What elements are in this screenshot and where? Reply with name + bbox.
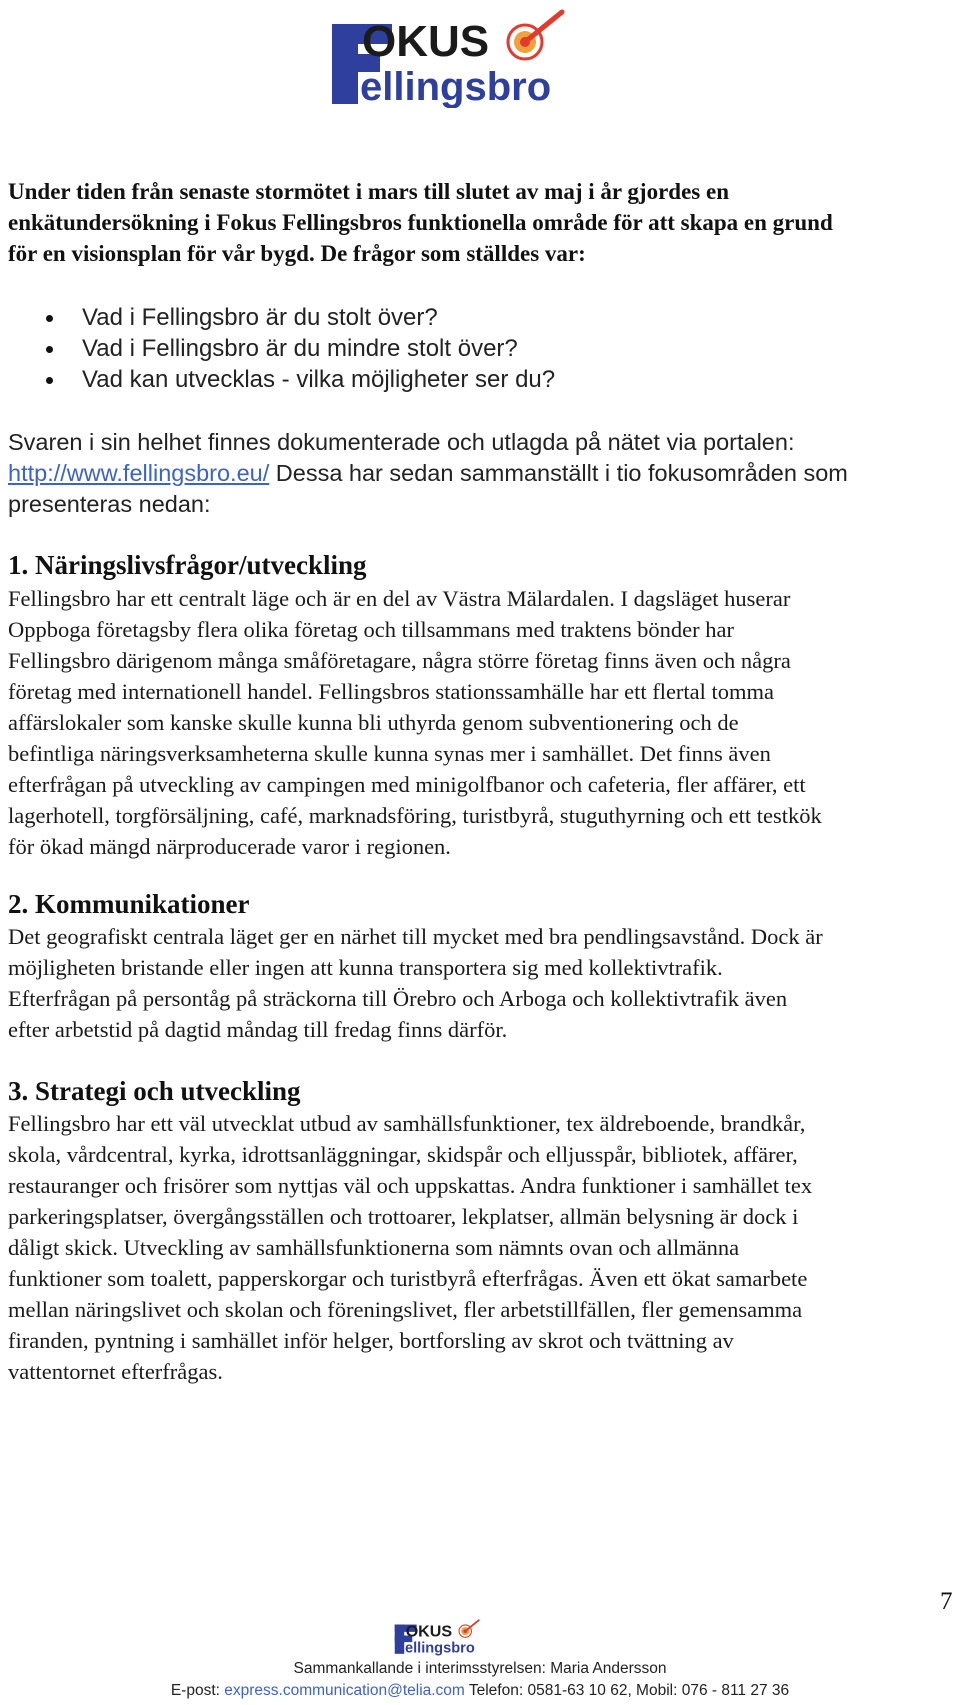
- body-line: befintliga näringsverksamheterna skulle kunna synas mer i samhället. Det finns även: [8, 741, 771, 766]
- body-line: firanden, pyntning i samhället inför helger, bortforsling av skrot och tvättning av: [8, 1328, 734, 1353]
- body-line: Efterfrågan på persontåg på sträckorna till Örebro och Arboga och kollektivtrafik även: [8, 986, 788, 1011]
- footer-contact-details: [120, 1682, 840, 1700]
- footer-logo-graphic: [394, 1617, 489, 1657]
- body-line: efterfrågan på utveckling av campingen med minigolfbanor och cafeteria, fler affärer, ett: [8, 772, 806, 797]
- body-line: mellan näringslivet och skolan och föreningslivet, fler arbetstillfällen, fler gemensamma: [8, 1297, 803, 1322]
- body-line: för ökad mängd närproducerade varor i regionen.: [8, 834, 451, 859]
- body-line: lagerhotell, torgförsäljning, café, marknadsföring, turistbyrå, stuguthyrning och ett testkök: [8, 803, 822, 828]
- question-item: Vad i Fellingsbro är du stolt över?: [40, 302, 940, 333]
- body-line: företag med internationell handel. Fellingsbros stationssamhälle har ett flertal tomma: [8, 679, 775, 704]
- section-body-strategi: [8, 1108, 948, 1387]
- body-line: dåligt skick. Utveckling av samhällsfunktionerna som nämnts ovan och allmänna: [8, 1235, 740, 1260]
- portal-link[interactable]: http://www.fellingsbro.eu/: [8, 460, 270, 486]
- logo-word-bottom: ellingsbro: [360, 65, 552, 108]
- target-icon: [508, 12, 562, 59]
- svg-text:ellingsbro: ellingsbro: [404, 1640, 475, 1657]
- footer-contact: Sammankallande i interimsstyrelsen: Maria Andersson: [293, 1660, 667, 1677]
- body-line: Fellingsbro därigenom många småföretagare, några större företag finns även och några: [8, 648, 791, 673]
- body-line: Det geografiskt centrala läget ger en närhet till mycket med bra pendlingsavstånd. Dock är: [8, 924, 823, 949]
- question-item: Vad kan utvecklas - vilka möjligheter ser du?: [40, 364, 940, 395]
- answers-line-2: [8, 458, 948, 489]
- answers-line: Svaren i sin helhet finnes dokumenterade och utlagda på nätet via portalen:: [8, 429, 795, 455]
- body-line: parkeringsplatser, övergångsställen och trottoarer, lekplatser, allmän belysning är dock i: [8, 1204, 799, 1229]
- intro-paragraph: [8, 176, 948, 269]
- body-line: efter arbetstid på dagtid måndag till fredag finns därför.: [8, 1017, 508, 1042]
- body-line: Oppboga företagsby flera olika företag och tillsammans med traktens bönder har: [8, 617, 735, 642]
- logo-graphic: [330, 8, 590, 108]
- question-item: Vad i Fellingsbro är du mindre stolt över?: [40, 333, 940, 364]
- body-line: Fellingsbro har ett centralt läge och är en del av Västra Mälardalen. I dagsläget huserar: [8, 586, 791, 611]
- email-label: E-post:: [170, 1682, 225, 1699]
- footer-logo: [394, 1617, 489, 1657]
- intro-line: enkätundersökning i Fokus Fellingsbros funktionella område för att skapa en grund: [8, 210, 833, 235]
- section-body-kommunikationer: [8, 921, 948, 1045]
- answers-line: presenteras nedan:: [8, 491, 211, 517]
- svg-text:OKUS: OKUS: [405, 1622, 453, 1641]
- answers-paragraph: [8, 427, 948, 520]
- body-line: funktioner som toalett, papperskorgar och turistbyrå efterfrågas. Även ett ökat samarbete: [8, 1266, 808, 1291]
- fokus-fellingsbro-logo: [330, 8, 590, 108]
- section-heading-naringsliv: 1. Näringslivsfrågor/utveckling: [8, 550, 367, 580]
- section-body-naringsliv: [8, 583, 948, 862]
- section-heading-strategi: 3. Strategi och utveckling: [8, 1076, 301, 1106]
- body-line: restauranger och frisörer som nyttjas väl och uppskattas. Andra funktioner i samhället tex: [8, 1173, 813, 1198]
- intro-line: Under tiden från senaste stormötet i mars till slutet av maj i år gjordes en: [8, 179, 729, 204]
- page-number: 7: [940, 1588, 953, 1615]
- body-line: vattentornet efterfrågas.: [8, 1359, 223, 1384]
- body-line: skola, vårdcentral, kyrka, idrottsanläggningar, skidspår och elljusspår, bibliotek, affärer,: [8, 1142, 798, 1167]
- question-list: [40, 302, 940, 395]
- phone-text: Telefon: 0581-63 10 62, Mobil: 076 - 811 27 36: [464, 1682, 790, 1699]
- body-line: Fellingsbro har ett väl utvecklat utbud av samhällsfunktioner, tex äldreboende, brandkår,: [8, 1111, 806, 1136]
- email-link[interactable]: express.communication@telia.com: [224, 1682, 465, 1699]
- body-line: affärslokaler som kanske skulle kunna bli uthyrda genom subventionering och de: [8, 710, 739, 735]
- logo-word-top: OKUS: [362, 17, 490, 66]
- body-line: möjligheten bristande eller ingen att kunna transportera sig med kollektivtrafik.: [8, 955, 723, 980]
- answers-line-rest: Dessa har sedan sammanställt i tio fokusområden som: [269, 460, 848, 486]
- intro-line: för en visionsplan för vår bygd. De frågor som ställdes var:: [8, 241, 586, 266]
- section-heading-kommunikationer: 2. Kommunikationer: [8, 889, 250, 919]
